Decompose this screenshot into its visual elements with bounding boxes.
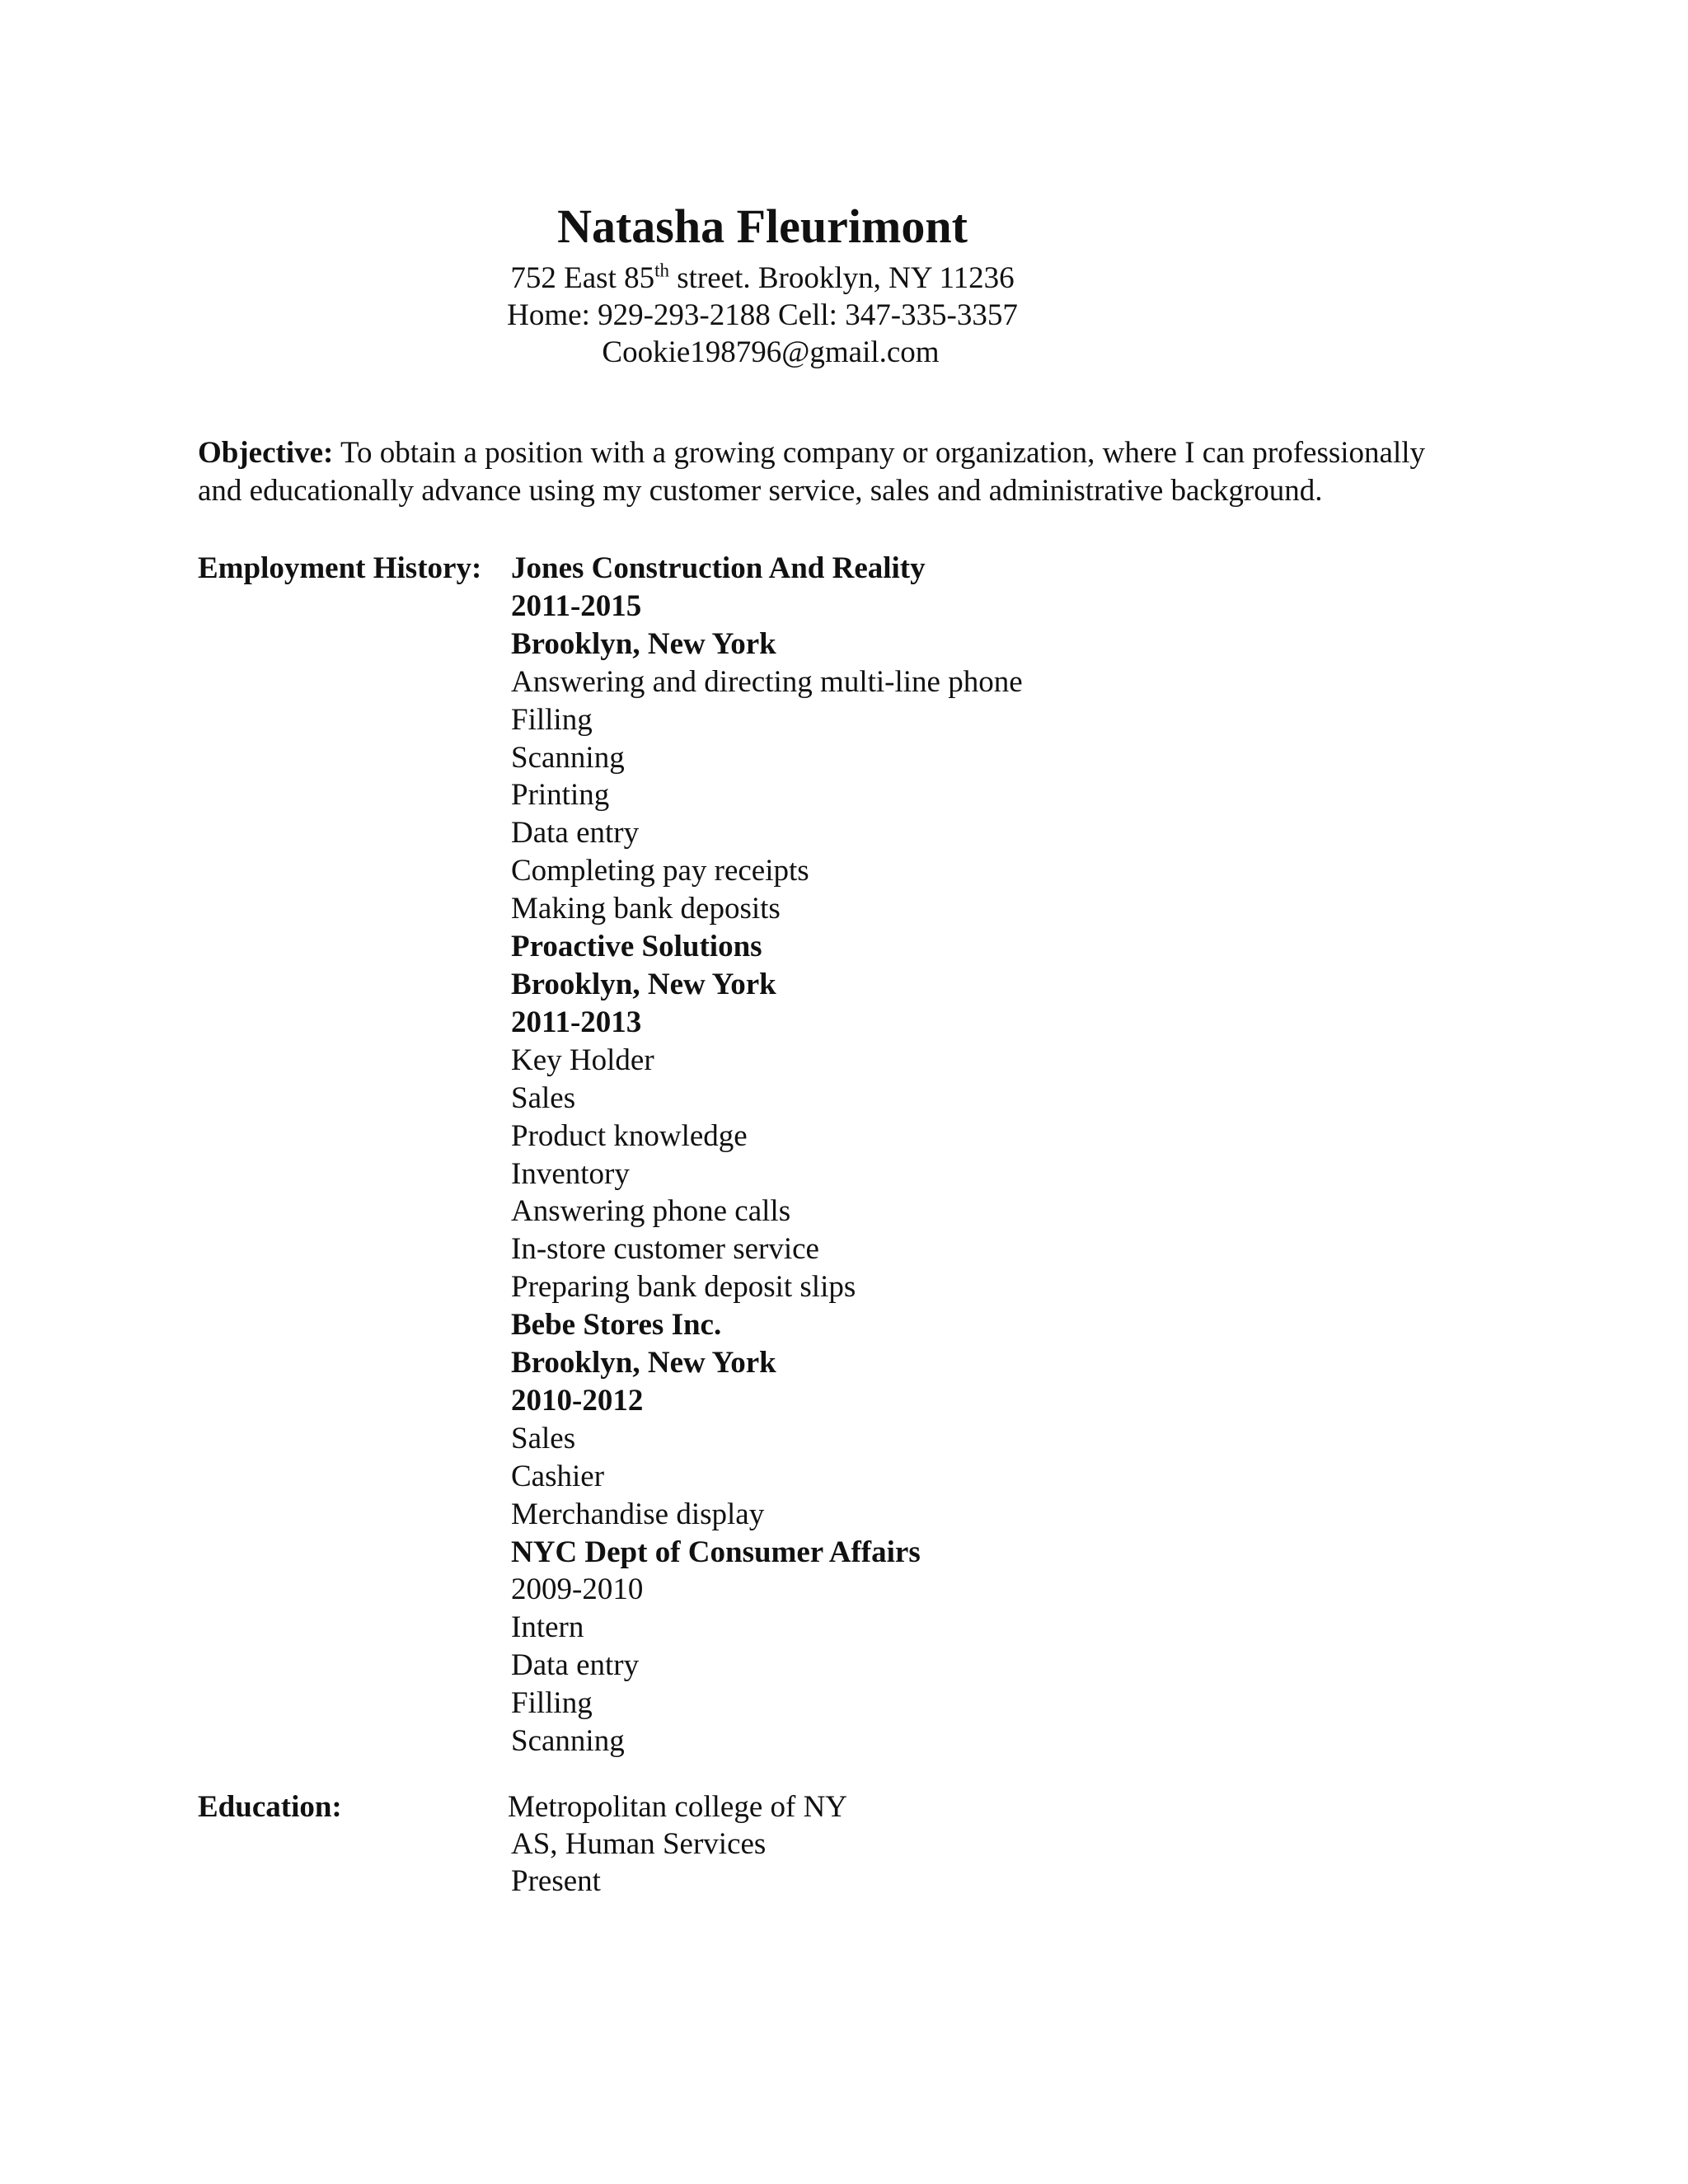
education-label: Education: [198, 1790, 342, 1824]
candidate-name: Natasha Fleurimont [557, 199, 968, 253]
employment-line: Inventory [511, 1156, 630, 1191]
objective-paragraph [198, 434, 1434, 510]
employment-line: Data entry [511, 816, 640, 851]
employment-line: Key Holder [511, 1043, 654, 1077]
employment-line: 2011-2013 [511, 1005, 642, 1039]
address-prefix: 752 East 85 [510, 261, 655, 295]
objective-section [198, 434, 1434, 510]
employment-line: Sales [511, 1421, 576, 1455]
employment-line: Preparing bank deposit slips [511, 1270, 856, 1305]
address-ordinal: th [654, 260, 669, 281]
employment-line: Data entry [511, 1648, 640, 1683]
education-list [508, 1788, 847, 1900]
employment-line: Cashier [511, 1459, 605, 1493]
employment-line: Making bank deposits [511, 892, 781, 926]
education-line: Metropolitan college of NY [508, 1790, 848, 1824]
address-line [0, 260, 1525, 297]
phone-line: Home: 929-293-2188 Cell: 347-335-3357 [507, 298, 1018, 332]
address-suffix: street. Brooklyn, NY 11236 [668, 261, 1015, 295]
employment-line: Product knowledge [511, 1118, 748, 1153]
employment-line: Brooklyn, New York [511, 967, 776, 1001]
employment-line: Bebe Stores Inc. [511, 1308, 722, 1343]
employment-line: NYC Dept of Consumer Affairs [511, 1535, 921, 1569]
employment-line: 2010-2012 [511, 1383, 644, 1418]
employment-line: Answering and directing multi-line phone [511, 664, 1023, 699]
employment-line: Brooklyn, New York [511, 626, 776, 661]
employment-label: Employment History: [198, 551, 482, 585]
employment-line: Filling [511, 1686, 593, 1721]
employment-line: Brooklyn, New York [511, 1346, 776, 1380]
employment-line: Answering phone calls [511, 1194, 791, 1229]
education-line: AS, Human Services [511, 1827, 767, 1861]
employment-line: Merchandise display [511, 1497, 765, 1531]
employment-line: Completing pay receipts [511, 854, 809, 888]
objective-label: Objective: [198, 436, 334, 470]
employment-line: Printing [511, 778, 610, 813]
employment-line: Scanning [511, 1724, 625, 1759]
employment-line: Scanning [511, 740, 625, 775]
employment-list [511, 550, 1023, 1760]
employment-line: In-store customer service [511, 1232, 819, 1267]
resume-header [0, 194, 1525, 371]
employment-line: Proactive Solutions [511, 930, 762, 964]
employment-line: 2009-2010 [511, 1572, 644, 1607]
email-line: Cookie198796@gmail.com [602, 335, 940, 369]
employment-line: Filling [511, 702, 593, 737]
employment-line: 2011-2015 [511, 588, 642, 623]
employment-line: Intern [511, 1610, 584, 1645]
employment-line: Jones Construction And Reality [511, 551, 926, 585]
objective-text: To obtain a position with a growing company or organization, where I can professionally and educationally advance using my customer service, sales and administrative background. [198, 436, 1426, 508]
education-line: Present [511, 1864, 601, 1898]
employment-line: Sales [511, 1080, 576, 1115]
